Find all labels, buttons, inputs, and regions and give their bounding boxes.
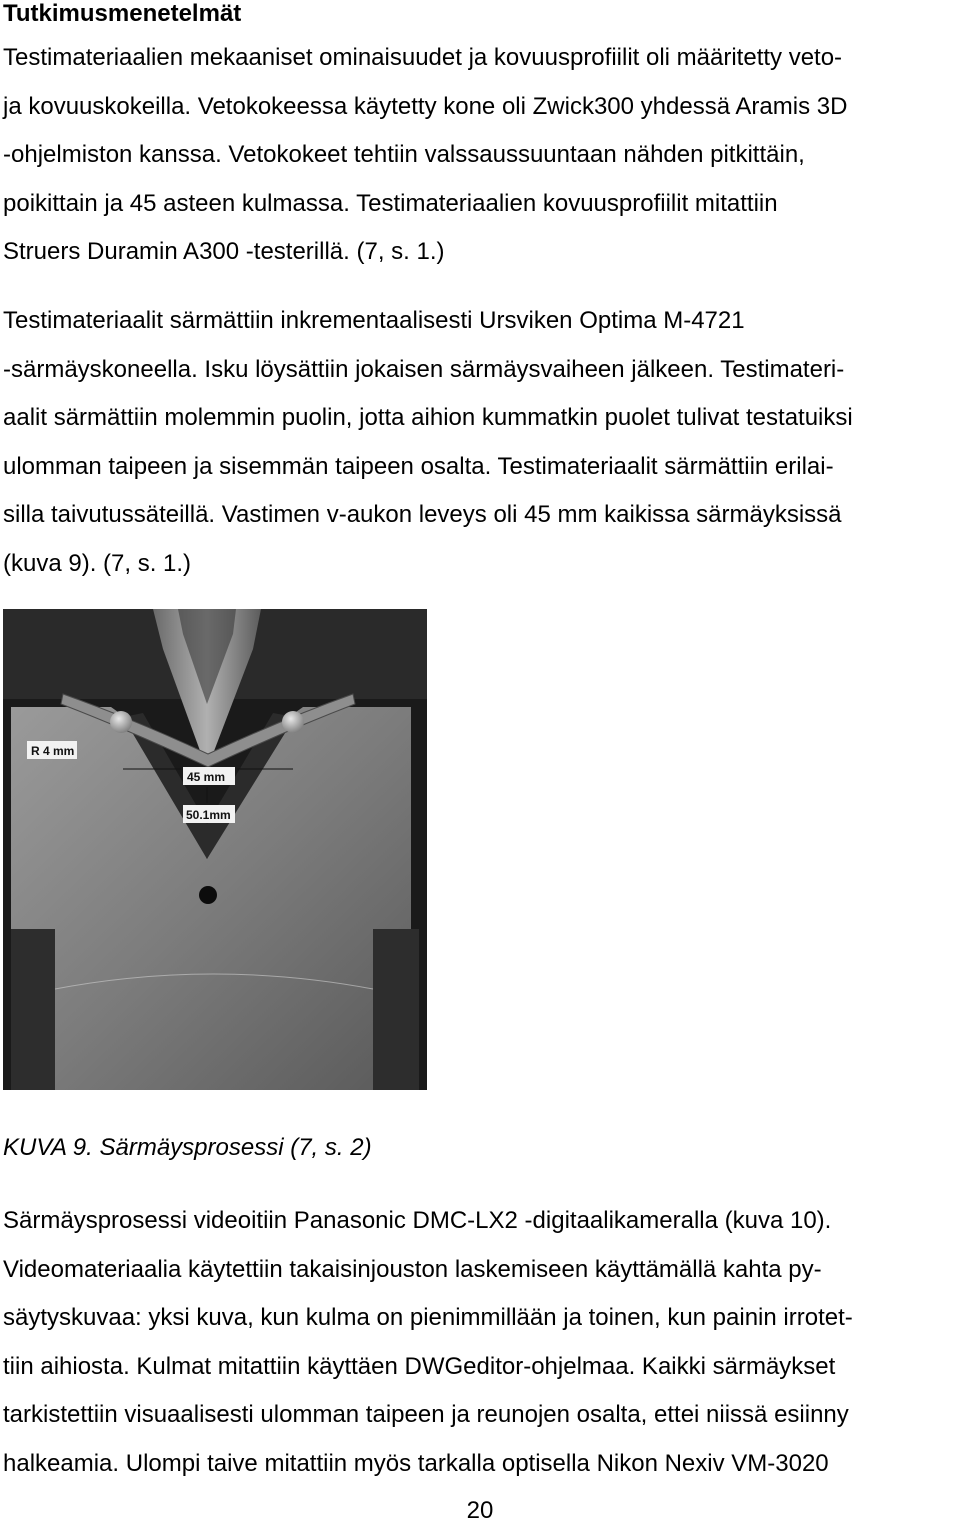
- text-line: Särmäysprosessi videoitiin Panasonic DMC-LX2 -digitaalikameralla (kuva 10).: [3, 1207, 832, 1234]
- text-line: Videomateriaalia käytettiin takaisinjouston laskemiseen käyttämällä kahta py-: [3, 1255, 822, 1283]
- paragraph-video: [3, 1197, 953, 1489]
- text-line: -ohjelmiston kanssa. Vetokokeet tehtiin valssaussuuntaan nähden pitkittäin,: [3, 141, 805, 169]
- text-line: poikittain ja 45 asteen kulmassa. Testimateriaalien kovuusprofiilit mitattiin: [3, 189, 778, 217]
- text-line: tiin aihiosta. Kulmat mitattiin käyttäen DWGeditor-ohjelmaa. Kaikki särmäykset: [3, 1352, 836, 1380]
- text-line: ulomman taipeen ja sisemmän taipeen osalta. Testimateriaalit särmättiin erilai-: [3, 452, 834, 480]
- paragraph-bending: [3, 297, 953, 589]
- text-line: tarkistettiin visuaalisesti ulomman taipeen ja reunojen osalta, ettei niissä esiinny: [3, 1401, 849, 1429]
- bending-process-photo: [3, 609, 427, 1090]
- text-line: Struers Duramin A300 -testerillä. (7, s. 1.): [3, 238, 445, 266]
- text-line: halkeamia. Ulompi taive mitattiin myös tarkalla optisella Nikon Nexiv VM-3020: [3, 1449, 829, 1477]
- label-depth: 50.1mm: [186, 808, 231, 822]
- text-line: ja kovuuskokeilla. Vetokokeessa käytetty kone oli Zwick300 yhdessä Aramis 3D: [3, 92, 848, 120]
- text-line: Testimateriaalien mekaaniset ominaisuudet ja kovuusprofiilit oli määritetty veto-: [3, 44, 843, 71]
- paragraph-test-materials: [3, 34, 953, 277]
- text-line: -särmäyskoneella. Isku löysättiin jokaisen särmäysvaiheen jälkeen. Testimateri-: [3, 355, 845, 383]
- label-radius: R 4 mm: [31, 744, 75, 758]
- text-line: (kuva 9). (7, s. 1.): [3, 549, 192, 577]
- label-opening: 45 mm: [187, 770, 226, 784]
- section-heading: Tutkimusmenetelmät: [3, 0, 242, 27]
- text-line: silla taivutussäteillä. Vastimen v-aukon leveys oli 45 mm kaikissa särmäyksissä: [3, 501, 842, 529]
- text-line: aalit särmättiin molemmin puolin, jotta aihion kummatkin puolet tulivat testatuiksi: [3, 404, 853, 432]
- text-line: säytyskuvaa: yksi kuva, kun kulma on pienimmillään ja toinen, kun painin irrotet-: [3, 1304, 853, 1332]
- figure-caption: KUVA 9. Särmäysprosessi (7, s. 2): [3, 1134, 372, 1161]
- text-line: Testimateriaalit särmättiin inkrementaalisesti Ursviken Optima M-4721: [3, 307, 745, 334]
- page-number: 20: [466, 1497, 494, 1524]
